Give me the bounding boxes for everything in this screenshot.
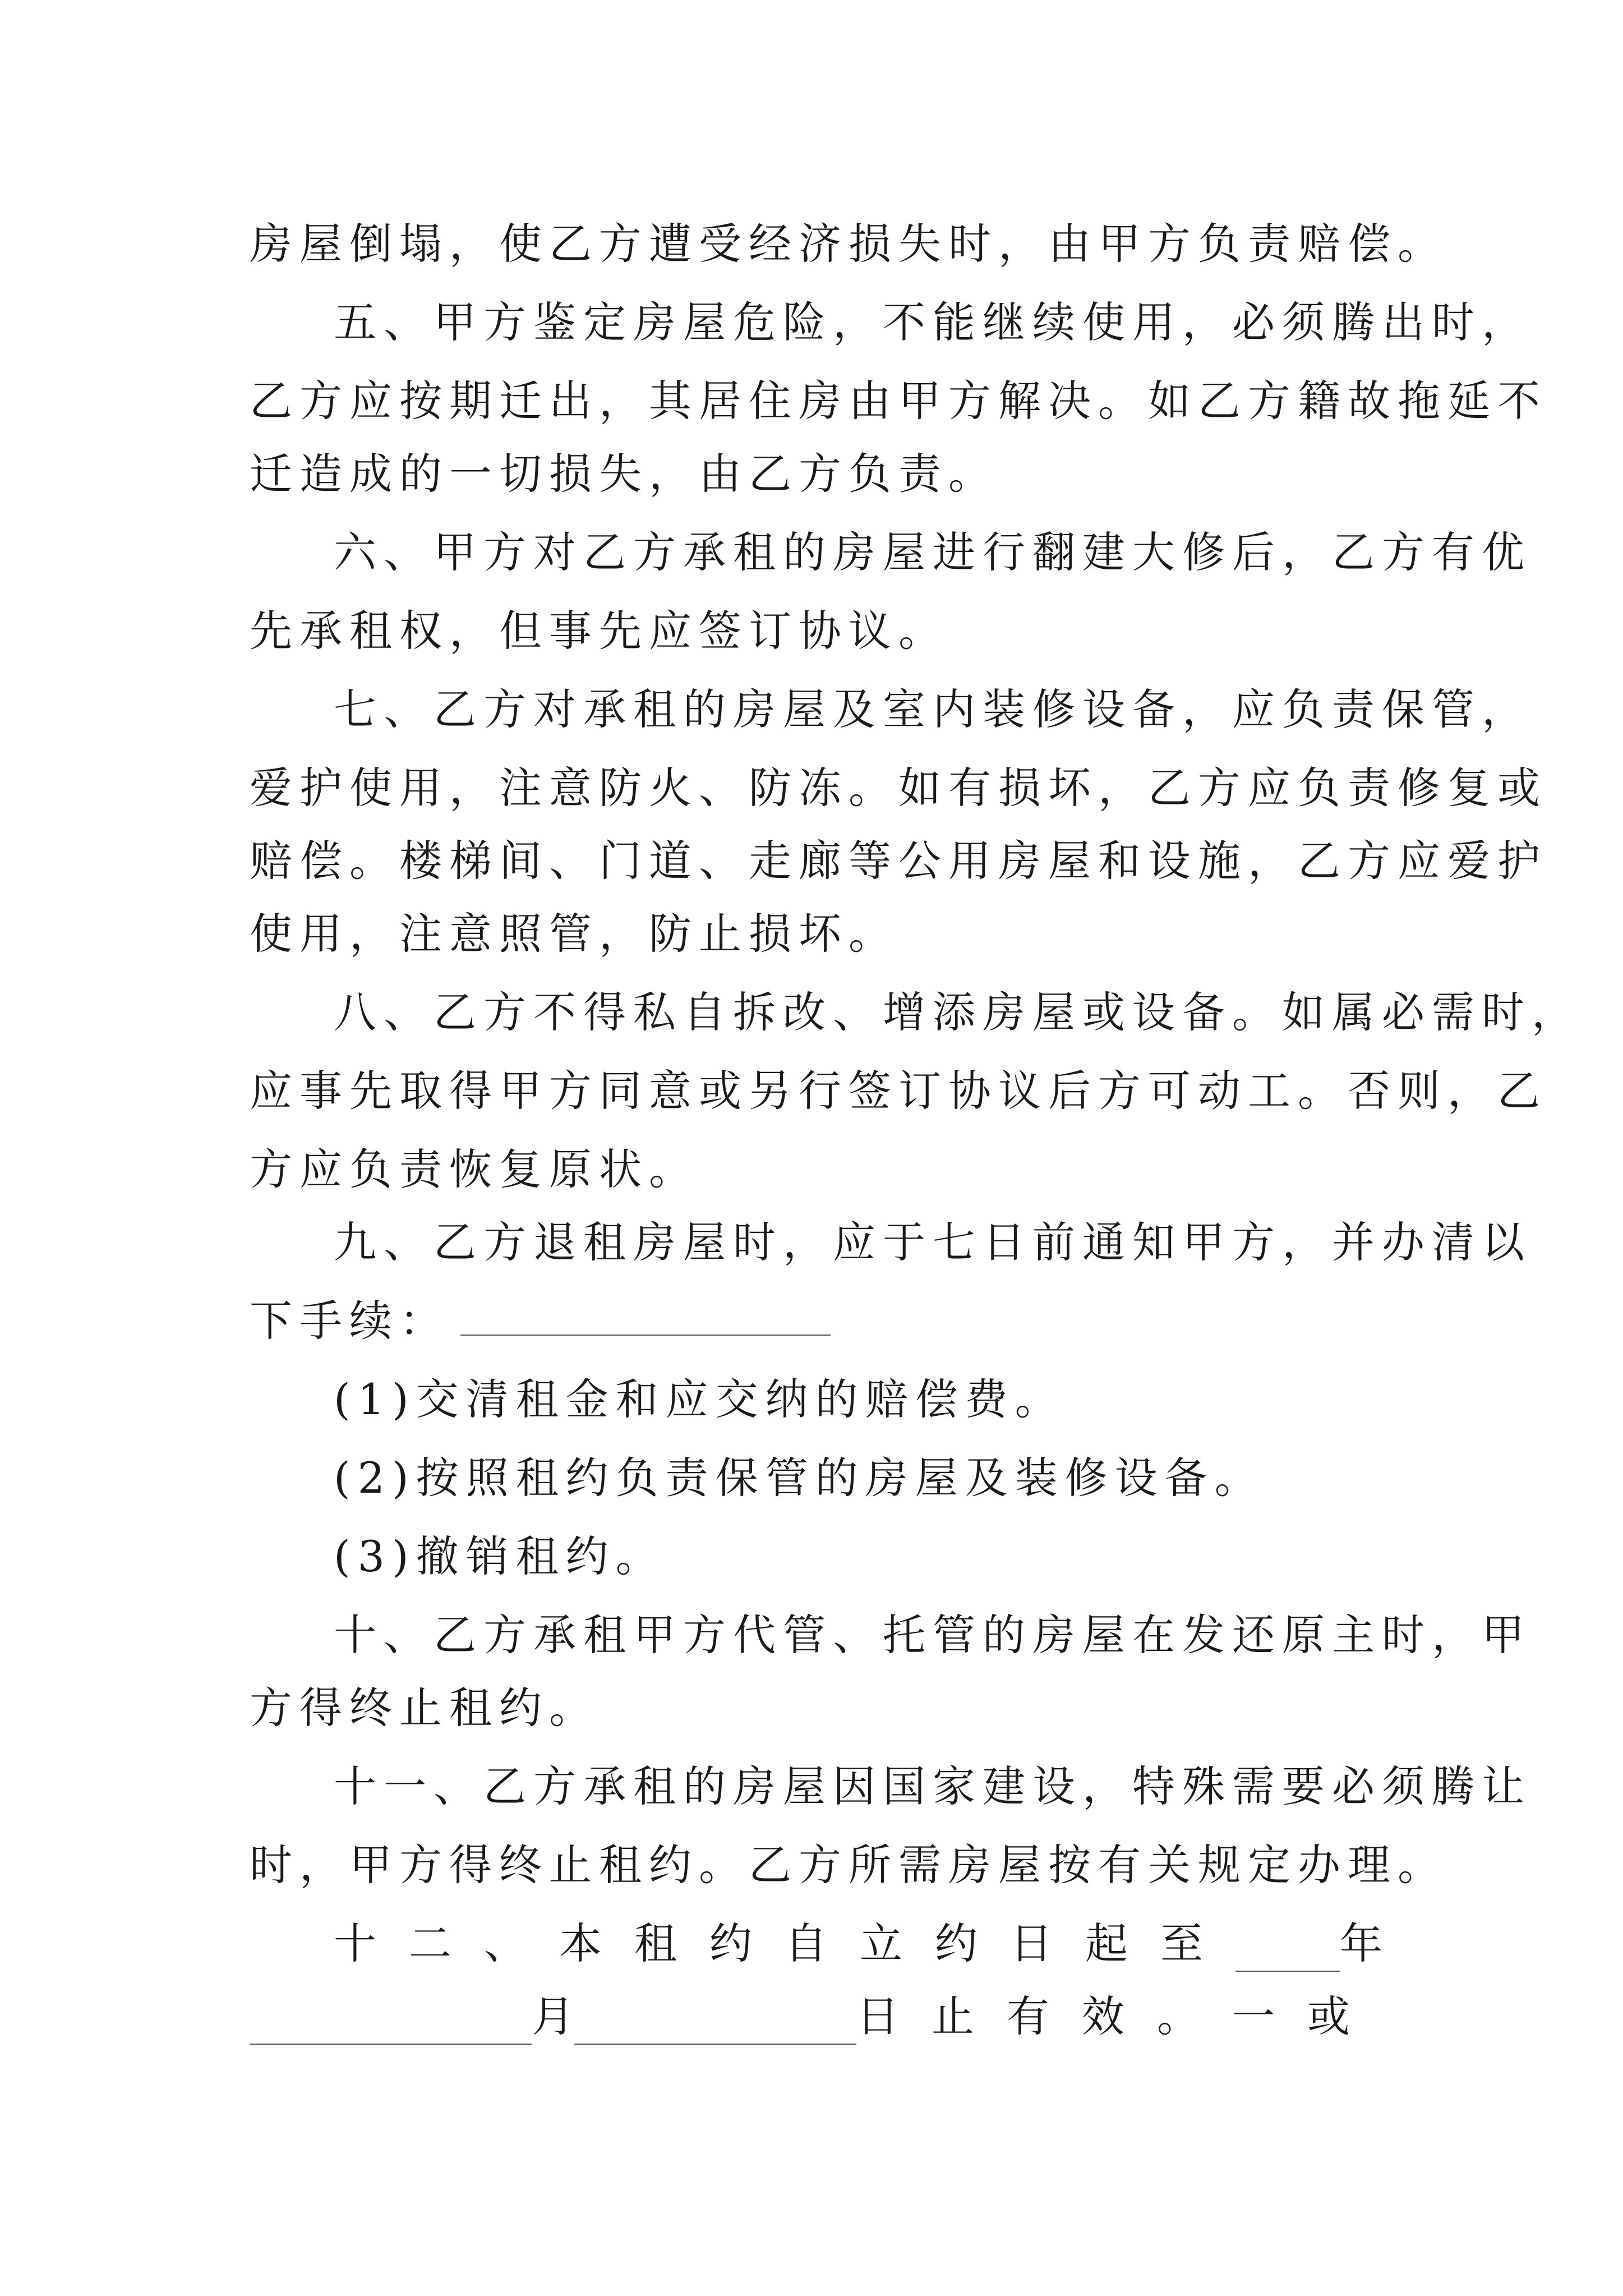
year-label: 年 <box>1340 1918 1382 1968</box>
clause-5-heading-line: 五、甲方鉴定房屋危险，不能继续使用，必须腾出时， <box>334 297 1532 347</box>
clause-12-tail: 日止有效。一或 <box>856 1991 1382 2041</box>
clause-6-heading-line: 六、甲方对乙方承租的房屋进行翻建大修后，乙方有优 <box>334 527 1532 577</box>
clause-8-heading-line: 八、乙方不得私自拆改、增添房屋或设备。如属必需时， <box>334 987 1581 1037</box>
end-day-blank[interactable] <box>574 2009 856 2045</box>
end-month-blank[interactable] <box>250 2009 532 2045</box>
procedures-blank[interactable] <box>460 1300 831 1336</box>
text-line: 先承租权，但事先应签订协议。 <box>250 606 948 656</box>
text-line: 时，甲方得终止租约。乙方所需房屋按有关规定办理。 <box>250 1840 1447 1890</box>
clause-7-heading-line: 七、乙方对承租的房屋及室内装修设备，应负责保管， <box>334 684 1532 734</box>
text-line: 迁造成的一切损失，由乙方负责。 <box>250 449 998 499</box>
clause-12-line-2 <box>250 1989 1382 2045</box>
end-year-blank[interactable] <box>1235 1936 1340 1972</box>
text-line: 房屋倒塌，使乙方遭受经济损失时，由甲方负责赔偿。 <box>250 219 1447 269</box>
text-line: 方得终止租约。 <box>250 1683 599 1733</box>
text-line: 爱护使用，注意防火、防冻。如有损坏，乙方应负责修复或 <box>250 763 1547 813</box>
text-line: 赔偿。楼梯间、门道、走廊等公用房屋和设施，乙方应爱护 <box>250 836 1547 886</box>
clause-12-line-1 <box>334 1916 1382 1972</box>
clause-10-heading-line: 十、乙方承租甲方代管、托管的房屋在发还原主时，甲 <box>334 1610 1532 1660</box>
month-label: 月 <box>532 1991 574 2041</box>
procedure-item-3: (3)撤销租约。 <box>334 1531 666 1581</box>
procedures-label: 下手续： <box>250 1296 449 1346</box>
clause-9-heading-line: 九、乙方退租房屋时，应于七日前通知甲方，并办清以 <box>334 1217 1532 1267</box>
text-line: 使用，注意照管，防止损坏。 <box>250 909 898 959</box>
text-line: 乙方应按期迁出，其居住房由甲方解决。如乙方籍故拖延不 <box>250 376 1547 426</box>
clause-11-heading-line: 十一、乙方承租的房屋因国家建设，特殊需要必须腾让 <box>334 1761 1532 1811</box>
clause-12-text: 十二、本租约自立约日起至 <box>334 1918 1235 1968</box>
text-line: 方应负责恢复原状。 <box>250 1144 699 1194</box>
procedure-item-2: (2)按照租约负责保管的房屋及装修设备。 <box>334 1453 1265 1503</box>
procedures-line <box>250 1293 831 1349</box>
procedure-item-1: (1)交清租金和应交纳的赔偿费。 <box>334 1374 1065 1424</box>
text-line: 应事先取得甲方同意或另行签订协议后方可动工。否则，乙 <box>250 1066 1547 1116</box>
